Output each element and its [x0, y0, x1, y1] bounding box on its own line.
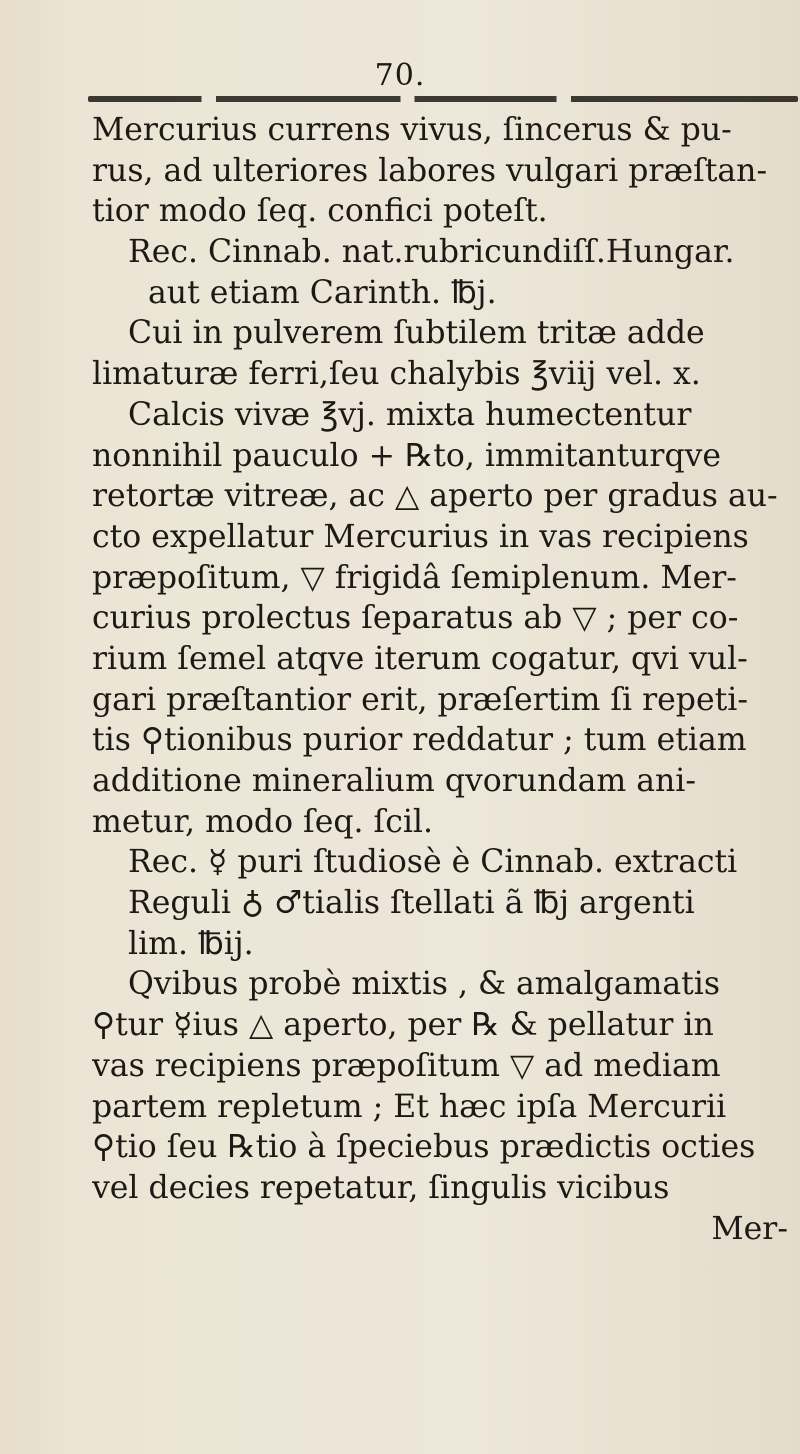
page-number: 70. — [374, 58, 426, 93]
text-line: ⚲tur ☿ius △ aperto, per ℞ & pellatur in — [92, 1007, 714, 1044]
text-line: additione mineralium qvorundam ani- — [92, 763, 697, 799]
text-line: retortæ vitreæ, ac △ aperto per gradus au- — [92, 478, 778, 515]
text-line: lim. ℔ij. — [128, 925, 254, 962]
catchword: Mer- — [711, 1210, 788, 1247]
text-line: partem repletum ; Et hæc ipſa Mercurii — [92, 1088, 727, 1125]
text-line: vel decies repetatur, ſingulis vicibus — [92, 1169, 670, 1206]
text-line: metur, modo ſeq. ſcil. — [92, 803, 434, 840]
text-line: ⚲tio ſeu ℞tio à ſpeciebus prædictis octies — [92, 1129, 756, 1166]
text-line: vas recipiens præpoſitum ▽ ad mediam — [92, 1047, 721, 1084]
text-line: rium ſemel atqve iterum cogatur, qvi vul- — [92, 640, 748, 677]
text-line: Calcis vivæ ℥vj. mixta humectentur — [128, 396, 692, 433]
text-line: Reguli ♁ ♂tialis ſtellati ã ℔j argenti — [128, 885, 695, 922]
text-line: Qvibus probè mixtis , & amalgamatis — [128, 966, 721, 1003]
text-line: tis ⚲tionibus purior reddatur ; tum etiam — [92, 722, 747, 759]
text-line: aut etiam Carinth. ℔j. — [148, 274, 497, 311]
header-rule — [88, 96, 798, 102]
text-line: rus, ad ulteriores labores vulgari præſtan- — [92, 152, 768, 189]
text-line: Rec. ☿ puri ſtudiosè è Cinnab. extracti — [128, 844, 738, 881]
body-text — [92, 110, 798, 1249]
text-line: præpoſitum, ▽ frigidâ ſemiplenum. Mer- — [92, 559, 737, 596]
text-line: curius prolectus ſeparatus ab ▽ ; per co- — [92, 600, 739, 637]
text-line: limaturæ ferri,ſeu chalybis ℥viij vel. x. — [92, 356, 701, 393]
text-line: cto expellatur Mercurius in vas recipiens — [92, 518, 749, 555]
text-line: tior modo ſeq. confici poteſt. — [92, 193, 548, 230]
text-line: Rec. Cinnab. nat.rubricundiſſ.Hungar. — [128, 234, 735, 271]
text-line: Mercurius currens vivus, ſincerus & pu- — [92, 112, 732, 148]
text-line: Cui in pulverem ſubtilem tritæ adde — [128, 315, 705, 352]
text-line: nonnihil pauculo + ℞to, immitanturqve — [92, 437, 722, 474]
text-line: gari præſtantior erit, præſertim ſi repeti- — [92, 681, 748, 718]
